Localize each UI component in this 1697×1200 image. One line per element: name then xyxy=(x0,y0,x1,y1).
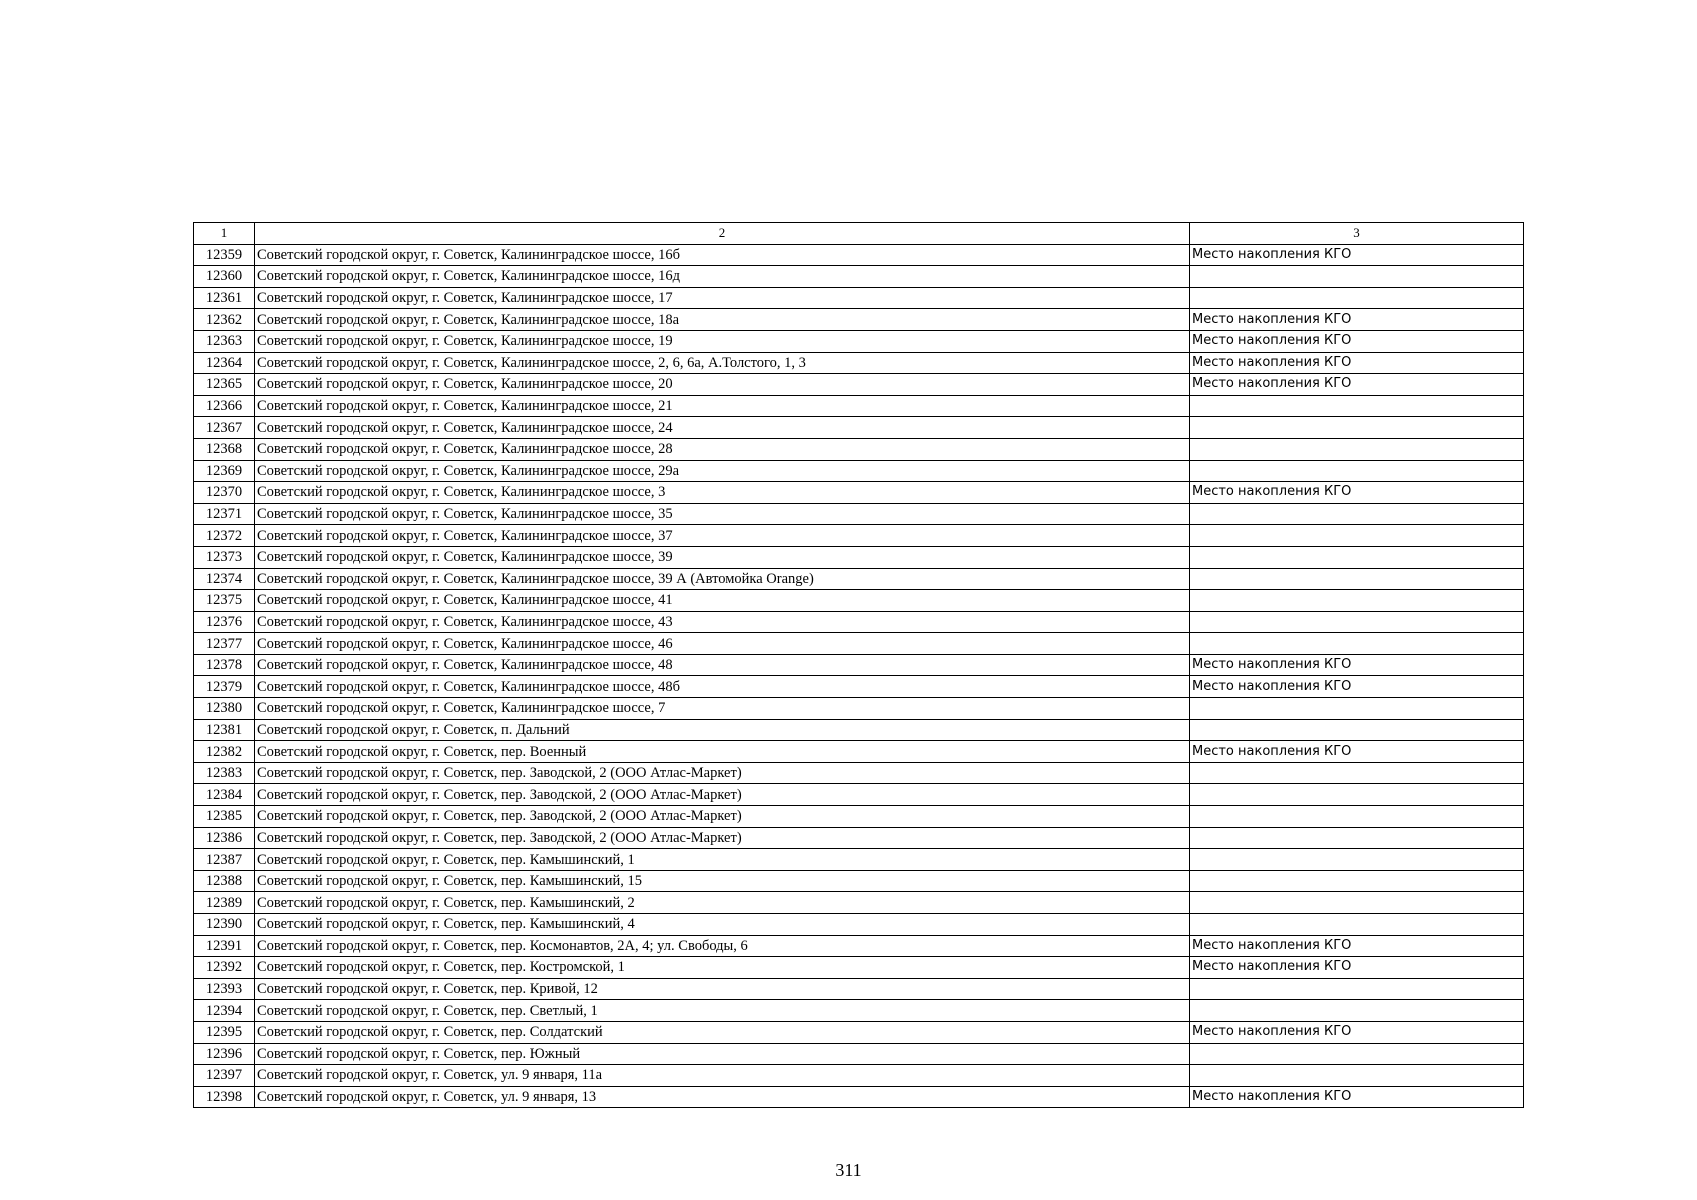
table-row xyxy=(194,892,1524,914)
row-number: 12396 xyxy=(194,1043,255,1065)
table-row xyxy=(194,827,1524,849)
table-row xyxy=(194,503,1524,525)
table-row xyxy=(194,806,1524,828)
row-number: 12360 xyxy=(194,266,255,288)
address-cell: Советский городской округ, г. Советск, пер. Военный xyxy=(255,741,1190,763)
type-cell xyxy=(1190,1000,1524,1022)
row-number: 12366 xyxy=(194,395,255,417)
type-cell: Место накопления КГО xyxy=(1190,330,1524,352)
row-number: 12369 xyxy=(194,460,255,482)
address-cell: Советский городской округ, г. Советск, Калининградское шоссе, 7 xyxy=(255,698,1190,720)
address-cell: Советский городской округ, г. Советск, Калининградское шоссе, 19 xyxy=(255,330,1190,352)
address-cell: Советский городской округ, г. Советск, пер. Заводской, 2 (ООО Атлас-Маркет) xyxy=(255,762,1190,784)
address-cell: Советский городской округ, г. Советск, Калининградское шоссе, 39 xyxy=(255,546,1190,568)
table-row xyxy=(194,1021,1524,1043)
table-row xyxy=(194,1043,1524,1065)
type-cell: Место накопления КГО xyxy=(1190,1086,1524,1108)
table-row xyxy=(194,374,1524,396)
address-cell: Советский городской округ, г. Советск, Калининградское шоссе, 48 xyxy=(255,654,1190,676)
address-cell: Советский городской округ, г. Советск, пер. Камышинский, 4 xyxy=(255,914,1190,936)
type-cell: Место накопления КГО xyxy=(1190,374,1524,396)
type-cell xyxy=(1190,698,1524,720)
address-cell: Советский городской округ, г. Советск, пер. Солдатский xyxy=(255,1021,1190,1043)
row-number: 12387 xyxy=(194,849,255,871)
address-cell: Советский городской округ, г. Советск, Калининградское шоссе, 48б xyxy=(255,676,1190,698)
row-number: 12397 xyxy=(194,1065,255,1087)
type-cell: Место накопления КГО xyxy=(1190,654,1524,676)
table-row xyxy=(194,568,1524,590)
address-cell: Советский городской округ, г. Советск, Калининградское шоссе, 18а xyxy=(255,309,1190,331)
type-cell: Место накопления КГО xyxy=(1190,935,1524,957)
address-cell: Советский городской округ, г. Советск, пер. Камышинский, 15 xyxy=(255,870,1190,892)
type-cell xyxy=(1190,1065,1524,1087)
type-cell: Место накопления КГО xyxy=(1190,1021,1524,1043)
row-number: 12381 xyxy=(194,719,255,741)
type-cell xyxy=(1190,827,1524,849)
row-number: 12370 xyxy=(194,482,255,504)
row-number: 12384 xyxy=(194,784,255,806)
address-cell: Советский городской округ, г. Советск, Калининградское шоссе, 21 xyxy=(255,395,1190,417)
type-cell xyxy=(1190,633,1524,655)
type-cell xyxy=(1190,460,1524,482)
table-row xyxy=(194,784,1524,806)
table-row xyxy=(194,676,1524,698)
address-cell: Советский городской округ, г. Советск, пер. Камышинский, 1 xyxy=(255,849,1190,871)
row-number: 12385 xyxy=(194,806,255,828)
table-row xyxy=(194,330,1524,352)
address-cell: Советский городской округ, г. Советск, Калининградское шоссе, 16д xyxy=(255,266,1190,288)
row-number: 12392 xyxy=(194,957,255,979)
address-cell: Советский городской округ, г. Советск, Калининградское шоссе, 43 xyxy=(255,611,1190,633)
row-number: 12359 xyxy=(194,244,255,266)
address-cell: Советский городской округ, г. Советск, Калининградское шоссе, 3 xyxy=(255,482,1190,504)
table-row xyxy=(194,395,1524,417)
address-cell: Советский городской округ, г. Советск, пер. Заводской, 2 (ООО Атлас-Маркет) xyxy=(255,784,1190,806)
table-row xyxy=(194,719,1524,741)
header-col-1: 1 xyxy=(194,223,255,245)
row-number: 12371 xyxy=(194,503,255,525)
type-cell xyxy=(1190,266,1524,288)
row-number: 12374 xyxy=(194,568,255,590)
table-row xyxy=(194,914,1524,936)
table-row xyxy=(194,417,1524,439)
address-cell: Советский городской округ, г. Советск, Калининградское шоссе, 24 xyxy=(255,417,1190,439)
address-cell: Советский городской округ, г. Советск, Калининградское шоссе, 16б xyxy=(255,244,1190,266)
type-cell: Место накопления КГО xyxy=(1190,957,1524,979)
table-row xyxy=(194,698,1524,720)
address-cell: Советский городской округ, г. Советск, Калининградское шоссе, 17 xyxy=(255,287,1190,309)
table-row xyxy=(194,633,1524,655)
table-row xyxy=(194,935,1524,957)
type-cell xyxy=(1190,611,1524,633)
address-cell: Советский городской округ, г. Советск, Калининградское шоссе, 41 xyxy=(255,590,1190,612)
row-number: 12393 xyxy=(194,978,255,1000)
type-cell xyxy=(1190,590,1524,612)
type-cell xyxy=(1190,806,1524,828)
table-body xyxy=(194,223,1524,1108)
type-cell xyxy=(1190,503,1524,525)
row-number: 12372 xyxy=(194,525,255,547)
table-row xyxy=(194,762,1524,784)
table-row xyxy=(194,546,1524,568)
header-row xyxy=(194,223,1524,245)
row-number: 12394 xyxy=(194,1000,255,1022)
row-number: 12395 xyxy=(194,1021,255,1043)
table-row xyxy=(194,611,1524,633)
address-cell: Советский городской округ, г. Советск, пер. Заводской, 2 (ООО Атлас-Маркет) xyxy=(255,806,1190,828)
table-row xyxy=(194,287,1524,309)
header-col-2: 2 xyxy=(255,223,1190,245)
type-cell: Место накопления КГО xyxy=(1190,676,1524,698)
type-cell xyxy=(1190,978,1524,1000)
row-number: 12379 xyxy=(194,676,255,698)
type-cell: Место накопления КГО xyxy=(1190,244,1524,266)
row-number: 12391 xyxy=(194,935,255,957)
address-cell: Советский городской округ, г. Советск, Калининградское шоссе, 2, 6, 6а, А.Толстого, 1, 3 xyxy=(255,352,1190,374)
table-row xyxy=(194,1065,1524,1087)
type-cell xyxy=(1190,417,1524,439)
row-number: 12373 xyxy=(194,546,255,568)
type-cell xyxy=(1190,719,1524,741)
address-cell: Советский городской округ, г. Советск, ул. 9 января, 11а xyxy=(255,1065,1190,1087)
type-cell xyxy=(1190,1043,1524,1065)
table-row xyxy=(194,870,1524,892)
row-number: 12368 xyxy=(194,438,255,460)
address-cell: Советский городской округ, г. Советск, ул. 9 января, 13 xyxy=(255,1086,1190,1108)
table-row xyxy=(194,654,1524,676)
row-number: 12389 xyxy=(194,892,255,914)
table-row xyxy=(194,352,1524,374)
type-cell xyxy=(1190,568,1524,590)
address-cell: Советский городской округ, г. Советск, Калининградское шоссе, 28 xyxy=(255,438,1190,460)
table-row xyxy=(194,482,1524,504)
header-col-3: 3 xyxy=(1190,223,1524,245)
address-cell: Советский городской округ, г. Советск, пер. Заводской, 2 (ООО Атлас-Маркет) xyxy=(255,827,1190,849)
type-cell: Место накопления КГО xyxy=(1190,741,1524,763)
table-row xyxy=(194,957,1524,979)
table-row xyxy=(194,309,1524,331)
table-row xyxy=(194,460,1524,482)
address-cell: Советский городской округ, г. Советск, пер. Южный xyxy=(255,1043,1190,1065)
address-cell: Советский городской округ, г. Советск, пер. Костромской, 1 xyxy=(255,957,1190,979)
address-cell: Советский городской округ, г. Советск, Калининградское шоссе, 37 xyxy=(255,525,1190,547)
address-cell: Советский городской округ, г. Советск, пер. Космонавтов, 2А, 4; ул. Свободы, 6 xyxy=(255,935,1190,957)
address-cell: Советский городской округ, г. Советск, пер. Светлый, 1 xyxy=(255,1000,1190,1022)
row-number: 12383 xyxy=(194,762,255,784)
type-cell xyxy=(1190,870,1524,892)
row-number: 12362 xyxy=(194,309,255,331)
table-row xyxy=(194,849,1524,871)
type-cell xyxy=(1190,849,1524,871)
row-number: 12380 xyxy=(194,698,255,720)
table-row xyxy=(194,978,1524,1000)
table-row xyxy=(194,1000,1524,1022)
address-cell: Советский городской округ, г. Советск, Калининградское шоссе, 29а xyxy=(255,460,1190,482)
address-cell: Советский городской округ, г. Советск, Калининградское шоссе, 20 xyxy=(255,374,1190,396)
address-cell: Советский городской округ, г. Советск, Калининградское шоссе, 39 А (Автомойка Orange) xyxy=(255,568,1190,590)
type-cell xyxy=(1190,546,1524,568)
type-cell: Место накопления КГО xyxy=(1190,309,1524,331)
type-cell: Место накопления КГО xyxy=(1190,352,1524,374)
type-cell xyxy=(1190,287,1524,309)
row-number: 12364 xyxy=(194,352,255,374)
type-cell xyxy=(1190,395,1524,417)
row-number: 12376 xyxy=(194,611,255,633)
table-row xyxy=(194,741,1524,763)
address-cell: Советский городской округ, г. Советск, пер. Кривой, 12 xyxy=(255,978,1190,1000)
row-number: 12365 xyxy=(194,374,255,396)
row-number: 12390 xyxy=(194,914,255,936)
row-number: 12363 xyxy=(194,330,255,352)
table-row xyxy=(194,266,1524,288)
type-cell xyxy=(1190,762,1524,784)
type-cell xyxy=(1190,438,1524,460)
row-number: 12386 xyxy=(194,827,255,849)
type-cell xyxy=(1190,892,1524,914)
type-cell: Место накопления КГО xyxy=(1190,482,1524,504)
address-cell: Советский городской округ, г. Советск, пер. Камышинский, 2 xyxy=(255,892,1190,914)
row-number: 12398 xyxy=(194,1086,255,1108)
row-number: 12361 xyxy=(194,287,255,309)
type-cell xyxy=(1190,525,1524,547)
address-cell: Советский городской округ, г. Советск, п. Дальний xyxy=(255,719,1190,741)
type-cell xyxy=(1190,914,1524,936)
table-row xyxy=(194,525,1524,547)
table-row xyxy=(194,244,1524,266)
row-number: 12377 xyxy=(194,633,255,655)
address-cell: Советский городской округ, г. Советск, Калининградское шоссе, 35 xyxy=(255,503,1190,525)
address-cell: Советский городской округ, г. Советск, Калининградское шоссе, 46 xyxy=(255,633,1190,655)
row-number: 12382 xyxy=(194,741,255,763)
row-number: 12375 xyxy=(194,590,255,612)
table-row xyxy=(194,1086,1524,1108)
address-table xyxy=(193,222,1524,1108)
row-number: 12367 xyxy=(194,417,255,439)
row-number: 12388 xyxy=(194,870,255,892)
type-cell xyxy=(1190,784,1524,806)
table-row xyxy=(194,590,1524,612)
table-row xyxy=(194,438,1524,460)
page-number: 311 xyxy=(835,1160,862,1180)
row-number: 12378 xyxy=(194,654,255,676)
